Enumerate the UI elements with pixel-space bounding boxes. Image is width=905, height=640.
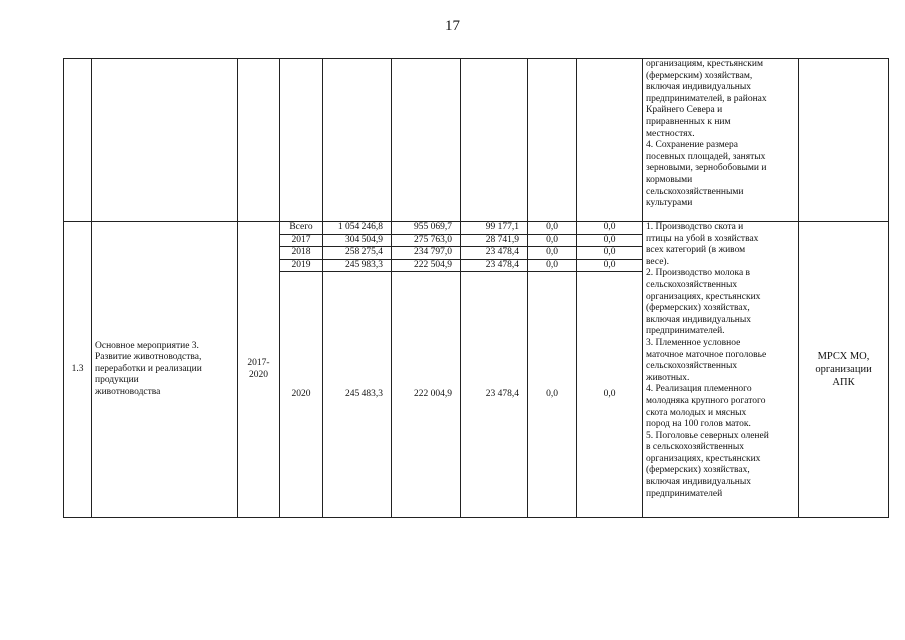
fund2-cell: 23 478,4 bbox=[461, 247, 528, 260]
page-number: 17 bbox=[445, 18, 460, 34]
period-line: 2017- bbox=[247, 358, 270, 369]
cont-fund1-cell bbox=[392, 59, 461, 222]
program-measures-table bbox=[63, 58, 889, 518]
results-line: птицы на убой в хозяйствах bbox=[646, 233, 759, 244]
results-line: всех категорий (в живом bbox=[646, 245, 746, 256]
measure-results-cell bbox=[643, 222, 799, 518]
results-line: включая индивидуальных bbox=[646, 82, 752, 93]
fund4-cell: 0,0 bbox=[577, 234, 643, 247]
results-line: весе). bbox=[646, 256, 669, 267]
fund3-cell: 0,0 bbox=[528, 272, 577, 518]
results-line: 4. Реализация племенного bbox=[646, 384, 752, 395]
cont-year-cell bbox=[280, 59, 323, 222]
measure-name-cell bbox=[92, 222, 238, 518]
measure-number: 1.3 bbox=[64, 222, 92, 518]
results-line: местностях. bbox=[646, 128, 695, 139]
fund2-cell: 99 177,1 bbox=[461, 222, 528, 235]
results-line: зерновыми, зернобобовыми и bbox=[646, 163, 767, 174]
continuation-row bbox=[64, 59, 889, 222]
results-line: включая индивидуальных bbox=[646, 477, 752, 488]
cont-num-cell bbox=[64, 59, 92, 222]
results-line: в сельскохозяйственных bbox=[646, 442, 745, 453]
year-cell: 2017 bbox=[280, 234, 323, 247]
results-line: скота молодых и мясных bbox=[646, 407, 747, 418]
fund1-cell: 234 797,0 bbox=[392, 247, 461, 260]
executor-line: АПК bbox=[832, 377, 855, 389]
results-line: маточное маточное поголовье bbox=[646, 349, 767, 360]
measure-period-cell bbox=[238, 222, 280, 518]
fund3-cell: 0,0 bbox=[528, 222, 577, 235]
results-line: сельскохозяйственных bbox=[646, 361, 738, 372]
measure-name-line: продукции bbox=[95, 375, 139, 386]
results-line: организациях, крестьянских bbox=[646, 453, 761, 464]
results-line: приравненных к ним bbox=[646, 116, 731, 127]
results-line: пород на 100 голов маток. bbox=[646, 419, 751, 430]
measure-name-line: Основное мероприятие 3. bbox=[95, 340, 199, 351]
fund4-cell: 0,0 bbox=[577, 259, 643, 272]
year-cell: 2019 bbox=[280, 259, 323, 272]
fund3-cell: 0,0 bbox=[528, 234, 577, 247]
fund1-cell: 275 763,0 bbox=[392, 234, 461, 247]
results-line: посевных площадей, занятых bbox=[646, 151, 766, 162]
fund2-cell: 28 741,9 bbox=[461, 234, 528, 247]
cont-results-cell bbox=[643, 59, 799, 222]
results-line: сельскохозяйственных bbox=[646, 279, 738, 290]
fund2-cell: 23 478,4 bbox=[461, 272, 528, 518]
measure-row-total bbox=[64, 222, 889, 235]
results-line: 5. Поголовье северных оленей bbox=[646, 430, 769, 441]
fund1-cell: 955 069,7 bbox=[392, 222, 461, 235]
results-line: культурами bbox=[646, 198, 693, 209]
fund1-cell: 222 504,9 bbox=[392, 259, 461, 272]
results-line: (фермерских) хозяйствах, bbox=[646, 303, 750, 314]
total-cell: 304 504,9 bbox=[323, 234, 392, 247]
cont-name-cell bbox=[92, 59, 238, 222]
measure-name-line: животноводства bbox=[95, 387, 161, 398]
results-line: 3. Племенное условное bbox=[646, 337, 741, 348]
results-line: Крайнего Севера и bbox=[646, 105, 723, 116]
fund2-cell: 23 478,4 bbox=[461, 259, 528, 272]
cont-fund4-cell bbox=[577, 59, 643, 222]
results-line: предпринимателей bbox=[646, 488, 723, 499]
fund4-cell: 0,0 bbox=[577, 222, 643, 235]
total-cell: 245 983,3 bbox=[323, 259, 392, 272]
results-line: (фермерским) хозяйствам, bbox=[646, 70, 753, 81]
results-line: кормовыми bbox=[646, 174, 693, 185]
cont-executors-cell bbox=[799, 59, 889, 222]
measure-name-line: переработки и реализации bbox=[95, 363, 202, 374]
year-cell: 2020 bbox=[280, 272, 323, 518]
results-line: 1. Производство скота и bbox=[646, 222, 744, 232]
period-line: 2020 bbox=[249, 369, 268, 380]
year-cell: 2018 bbox=[280, 247, 323, 260]
results-line: организациям, крестьянским bbox=[646, 59, 763, 69]
total-cell: 258 275,4 bbox=[323, 247, 392, 260]
results-line: 4. Сохранение размера bbox=[646, 140, 738, 151]
results-line: сельскохозяйственными bbox=[646, 186, 744, 197]
results-line: животных. bbox=[646, 372, 690, 383]
fund4-cell: 0,0 bbox=[577, 272, 643, 518]
total-cell: 1 054 246,8 bbox=[323, 222, 392, 235]
measure-executors-cell bbox=[799, 222, 889, 518]
total-cell: 245 483,3 bbox=[323, 272, 392, 518]
fund3-cell: 0,0 bbox=[528, 259, 577, 272]
fund1-cell: 222 004,9 bbox=[392, 272, 461, 518]
cont-fund3-cell bbox=[528, 59, 577, 222]
results-line: включая индивидуальных bbox=[646, 314, 752, 325]
results-line: организациях, крестьянских bbox=[646, 291, 761, 302]
results-line: 2. Производство молока в bbox=[646, 268, 751, 279]
results-line: молодняка крупного рогатого bbox=[646, 395, 766, 406]
results-line: предпринимателей. bbox=[646, 326, 725, 337]
executor-line: МРСХ МО, bbox=[817, 351, 870, 363]
cont-total-cell bbox=[323, 59, 392, 222]
results-line: (фермерских) хозяйствах, bbox=[646, 465, 750, 476]
fund4-cell: 0,0 bbox=[577, 247, 643, 260]
cont-fund2-cell bbox=[461, 59, 528, 222]
executor-line: организации bbox=[815, 364, 872, 376]
measure-name-line: Развитие животноводства, bbox=[95, 352, 202, 363]
results-line: предпринимателей, в районах bbox=[646, 93, 767, 104]
cont-period-cell bbox=[238, 59, 280, 222]
year-cell: Всего bbox=[280, 222, 323, 235]
fund3-cell: 0,0 bbox=[528, 247, 577, 260]
